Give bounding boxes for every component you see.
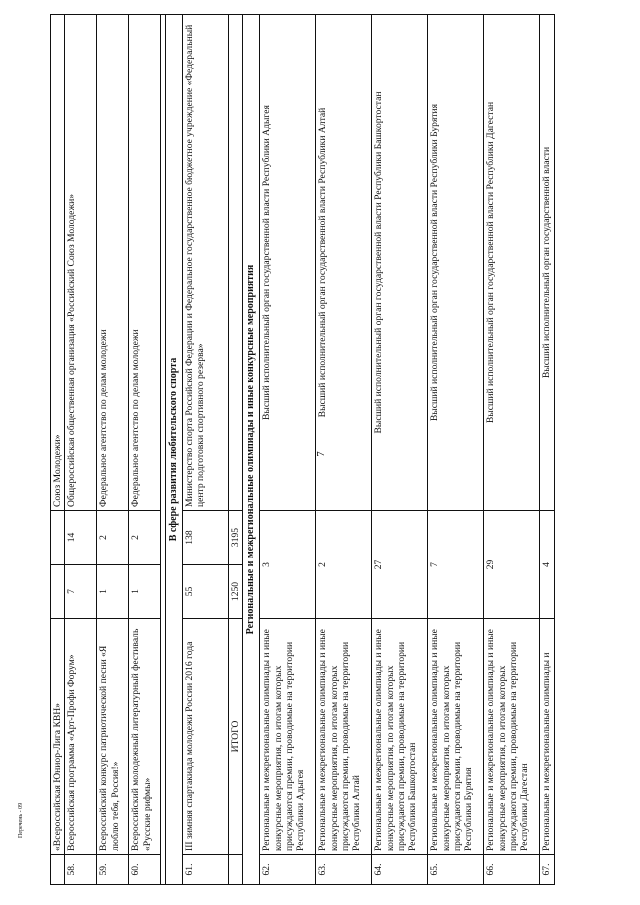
organizer: Высший исполнительный орган государственной власти Республики Бурятия — [428, 15, 484, 511]
total-value-2: 3195 — [229, 511, 243, 565]
row-number: 59. — [97, 855, 129, 885]
organizer: Высший исполнительный орган государственной власти Республики Адыгея — [260, 15, 316, 511]
footer-label: Перечень - 09 — [18, 802, 24, 838]
table-row — [129, 15, 161, 885]
value-2: 138 — [183, 511, 229, 565]
page-number: 7 — [314, 451, 327, 457]
section-header-row — [166, 15, 183, 885]
value-2: 14 — [65, 511, 97, 565]
event-name: Региональные и межрегиональные олимпиады и иные конкурсные мероприятия, по итогам которых присуждаются премии, проводимые на территории Республики Башкортостан — [372, 619, 428, 855]
event-name: Региональные и межрегиональные олимпиады и иные конкурсные мероприятия, по итогам которых присуждаются премии, проводимые на территории Республики Дагестан — [484, 619, 540, 855]
event-name: «Всероссийская Юниор-Лига КВН» — [51, 619, 65, 855]
value: 3 — [260, 511, 316, 619]
organizer: Федеральное агентство по делам молодежи — [129, 15, 161, 511]
row-number: 63. — [316, 855, 372, 885]
value-1: 55 — [183, 565, 229, 619]
event-name: III зимняя спартакиада молодежи России 2016 года — [183, 619, 229, 855]
table-row — [316, 15, 372, 885]
value-2: 2 — [97, 511, 129, 565]
table-row — [484, 15, 540, 885]
section-title-regional: Региональные и межрегиональные олимпиады и иные конкурсные мероприятия — [243, 15, 260, 885]
table-row — [65, 15, 97, 885]
section-header-row — [243, 15, 260, 885]
empty-cell — [229, 855, 243, 885]
organizer: Общероссийская общественная организация «Российский Союз Молодежи» — [65, 15, 97, 511]
total-label: ИТОГО — [229, 619, 243, 855]
table-row — [97, 15, 129, 885]
table-row — [260, 15, 316, 885]
value-2 — [51, 511, 65, 565]
event-name: Региональные и межрегиональные олимпиады и иные конкурсные мероприятия, по итогам которых присуждаются премии, проводимые на территории Республики Адыгея — [260, 619, 316, 855]
row-number: 65. — [428, 855, 484, 885]
row-number: 62. — [260, 855, 316, 885]
row-number: 64. — [372, 855, 428, 885]
value: 4 — [540, 511, 554, 619]
organizer: Высший исполнительный орган государственной власти Республики Алтай — [316, 15, 372, 511]
event-name: Региональные и межрегиональные олимпиады и — [540, 619, 554, 855]
event-name: Всероссийский конкурс патриотической песни «Я люблю тебя, Россия!» — [97, 619, 129, 855]
total-row — [229, 15, 243, 885]
event-name: Всероссийская программа «Арт-Профи Форум» — [65, 619, 97, 855]
organizer: Министерство спорта Российской Федерации и Федеральное государственное бюджетное учреждение «Федеральный центр подготовки спортивного резерва» — [183, 15, 229, 511]
value-1: 7 — [65, 565, 97, 619]
organizer: Высший исполнительный орган государственной власти Республики Дагестан — [484, 15, 540, 511]
organizer: Высший исполнительный орган государственной власти — [540, 15, 554, 511]
table-row — [372, 15, 428, 885]
table-row — [183, 15, 229, 885]
table-row — [428, 15, 484, 885]
organizer: Союз Молодежи» — [51, 15, 65, 511]
value: 29 — [484, 511, 540, 619]
empty-cell — [229, 15, 243, 511]
total-value-1: 1250 — [229, 565, 243, 619]
value-1 — [51, 565, 65, 619]
organizer: Высший исполнительный орган государственной власти Республики Башкортостан — [372, 15, 428, 511]
section-title-amateur-sport: В сфере развития любительского спорта — [166, 15, 183, 885]
value-1: 1 — [97, 565, 129, 619]
organizer: Федеральное агентство по делам молодежи — [97, 15, 129, 511]
value-1: 1 — [129, 565, 161, 619]
table-row — [540, 15, 554, 885]
value: 2 — [316, 511, 372, 619]
events-table — [50, 14, 555, 885]
value: 7 — [428, 511, 484, 619]
value: 27 — [372, 511, 428, 619]
event-name: Всероссийский молодежный литературный фестиваль «Русские рифмы» — [129, 619, 161, 855]
row-number: 66. — [484, 855, 540, 885]
row-number: 67. — [540, 855, 554, 885]
row-number — [51, 855, 65, 885]
row-number: 61. — [183, 855, 229, 885]
value-2: 2 — [129, 511, 161, 565]
row-number: 60. — [129, 855, 161, 885]
event-name: Региональные и межрегиональные олимпиады и иные конкурсные мероприятия, по итогам которых присуждаются премии, проводимые на территории Республики Бурятия — [428, 619, 484, 855]
rotated-table-container — [50, 15, 565, 885]
row-number: 58. — [65, 855, 97, 885]
event-name: Региональные и межрегиональные олимпиады и иные конкурсные мероприятия, по итогам которых присуждаются премии, проводимые на территории Республики Алтай — [316, 619, 372, 855]
table-row — [51, 15, 65, 885]
